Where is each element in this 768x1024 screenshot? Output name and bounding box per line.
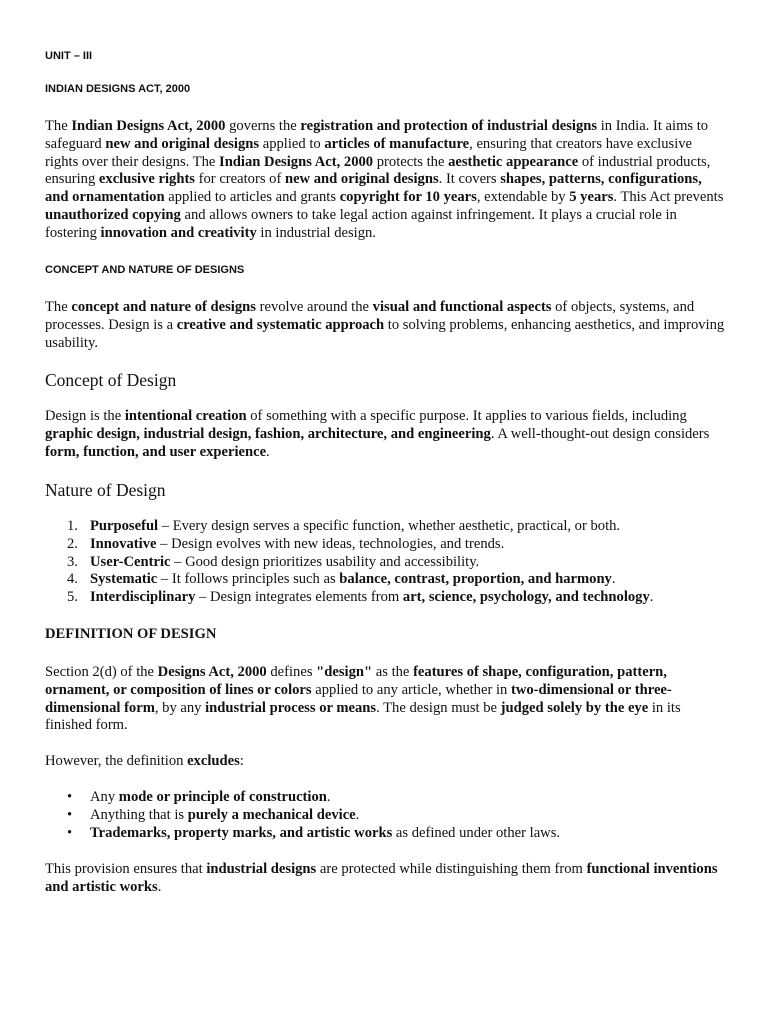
concept-heading: Concept of Design — [45, 370, 177, 390]
concept-paragraph — [45, 408, 725, 461]
closing-paragraph — [45, 861, 725, 897]
text-run: Design is the — [45, 408, 125, 424]
bold-text: copyright for 10 years — [339, 189, 477, 206]
text-run: . This Act prevents — [613, 189, 724, 206]
text-run: . The design must be — [376, 699, 501, 716]
text-run: , extendable by — [476, 189, 570, 206]
bold-text: Trademarks, property marks, and artistic works — [90, 824, 393, 841]
text-run: of something with a specific purpose. It applies to various fields, including — [246, 408, 687, 424]
text-run: in its finished form. — [45, 699, 681, 734]
text-run: This provision ensures that — [45, 861, 207, 877]
text-run: as defined under other laws. — [392, 824, 561, 841]
text-run: for creators of — [195, 171, 285, 188]
text-run: Section 2(d) of the — [45, 664, 158, 680]
text-run: , by any — [154, 699, 206, 716]
bullet-icon: • — [67, 789, 73, 805]
text-run: . — [355, 806, 360, 823]
bold-text: purely a mechanical device — [187, 806, 356, 823]
excludes-list-item — [45, 789, 725, 807]
bold-text: aesthetic appearance — [448, 153, 579, 170]
bold-text: articles of manufacture — [324, 135, 470, 152]
text-run: are protected while distinguishing them from — [316, 861, 587, 877]
bold-text: features of shape, configuration, pattern, ornament, or composition of lines or colors — [45, 664, 667, 698]
bold-text: form, function, and user experience — [45, 443, 267, 460]
bold-text: industrial designs — [206, 861, 317, 877]
bold-text: new and original designs — [105, 135, 260, 152]
excludes-list — [45, 789, 725, 842]
text-run: – Design integrates elements from — [195, 589, 403, 606]
text-run: . — [326, 789, 331, 805]
bold-text: innovation and creativity — [100, 224, 257, 241]
text-run: governs the — [225, 118, 301, 134]
text-run: : — [239, 753, 244, 769]
bold-text: two-dimensional or three-dimensional form — [45, 681, 672, 716]
list-number: 5. — [67, 589, 78, 606]
text-run: . — [157, 878, 162, 895]
list-number: 4. — [67, 571, 78, 588]
text-run: to solving problems, enhancing aesthetics, and improving usability. — [45, 316, 725, 351]
bold-text: creative and systematic approach — [176, 316, 385, 333]
bold-text: visual and functional aspects — [372, 299, 552, 315]
act-heading: INDIAN DESIGNS ACT, 2000 — [45, 83, 191, 95]
list-number: 1. — [67, 518, 78, 534]
list-number: 3. — [67, 553, 78, 570]
bold-text: Innovative — [90, 535, 157, 552]
list-number: 2. — [67, 535, 78, 552]
text-run: – Good design prioritizes usability and accessibility. — [170, 553, 480, 570]
text-run: applied to — [259, 135, 325, 152]
intro-paragraph — [45, 118, 725, 243]
bold-text: shapes, patterns, configurations, and ornamentation — [45, 171, 702, 206]
bold-text: 5 years — [569, 189, 614, 206]
excludes-paragraph — [45, 753, 725, 771]
text-run: . — [611, 571, 616, 588]
excludes-list-item — [45, 825, 725, 843]
text-run: The — [45, 118, 72, 134]
text-run: However, the definition — [45, 753, 188, 769]
text-run: defines — [266, 664, 317, 680]
bullet-icon: • — [67, 824, 73, 841]
unit-heading: UNIT – III — [45, 50, 93, 62]
nature-heading: Nature of Design — [45, 480, 166, 500]
text-run: – It follows principles such as — [157, 571, 340, 588]
bullet-icon: • — [67, 806, 73, 823]
text-run: . It covers — [438, 171, 501, 188]
text-run: Anything that is — [90, 806, 188, 823]
definition-paragraph — [45, 664, 725, 735]
nature-list-item — [45, 571, 725, 589]
bold-text: Systematic — [90, 571, 158, 588]
text-run: in industrial design. — [256, 224, 376, 241]
bold-text: Purposeful — [90, 518, 159, 534]
concept-nature-heading: CONCEPT AND NATURE OF DESIGNS — [45, 264, 245, 276]
excludes-list-item — [45, 807, 725, 825]
bold-text: exclusive rights — [98, 171, 195, 188]
nature-list-item — [45, 589, 725, 607]
text-run: The — [45, 299, 72, 315]
text-run: applied to articles and grants — [164, 189, 340, 206]
bold-text: balance, contrast, proportion, and harmony — [339, 571, 612, 588]
text-run: – Every design serves a specific function, whether aesthetic, practical, or both. — [158, 518, 621, 534]
bold-text: excludes — [187, 753, 240, 769]
bold-text: industrial process or means — [205, 699, 377, 716]
bold-text: User-Centric — [90, 553, 171, 570]
bold-text: mode or principle of construction — [118, 789, 327, 805]
text-run: , ensuring that creators have exclusive rights over their designs. The — [45, 135, 693, 170]
bold-text: registration and protection of industrial designs — [300, 118, 598, 134]
text-run: applied to any article, whether in — [311, 681, 511, 698]
nature-list-item — [45, 536, 725, 554]
text-run: and allows owners to take legal action against infringement. It plays a crucial role in fostering — [45, 206, 677, 241]
concept-nature-paragraph — [45, 299, 725, 352]
bold-text: judged solely by the eye — [500, 699, 649, 716]
bold-text: graphic design, industrial design, fashion, architecture, and engineering — [45, 425, 491, 442]
nature-list-item — [45, 518, 725, 536]
nature-list — [45, 518, 725, 607]
definition-heading: DEFINITION OF DESIGN — [45, 626, 217, 642]
text-run: Any — [90, 789, 119, 805]
bold-text: Indian Designs Act, 2000 — [71, 118, 226, 134]
bold-text: unauthorized copying — [45, 206, 181, 223]
bold-text: concept and nature of designs — [71, 299, 256, 315]
text-run: – Design evolves with new ideas, technologies, and trends. — [156, 535, 505, 552]
text-run: revolve around the — [255, 299, 373, 315]
text-run: of objects, systems, and processes. Design is a — [45, 299, 695, 333]
text-run: protects the — [373, 153, 449, 170]
bold-text: Designs Act, 2000 — [157, 664, 267, 680]
text-run: . A well-thought-out design considers — [490, 425, 710, 442]
bold-text: functional inventions and artistic works — [45, 861, 718, 895]
bold-text: new and original designs — [284, 171, 439, 188]
text-run: . — [266, 443, 270, 460]
bold-text: intentional creation — [124, 408, 247, 424]
text-run: in India. It aims to safeguard — [45, 118, 709, 152]
bold-text: Interdisciplinary — [90, 589, 196, 606]
nature-list-item — [45, 554, 725, 572]
bold-text: "design" — [316, 664, 373, 680]
bold-text: Indian Designs Act, 2000 — [219, 153, 374, 170]
text-run: as the — [372, 664, 414, 680]
text-run: . — [649, 589, 654, 606]
text-run: of industrial products, ensuring — [45, 153, 711, 188]
bold-text: art, science, psychology, and technology — [402, 589, 650, 606]
